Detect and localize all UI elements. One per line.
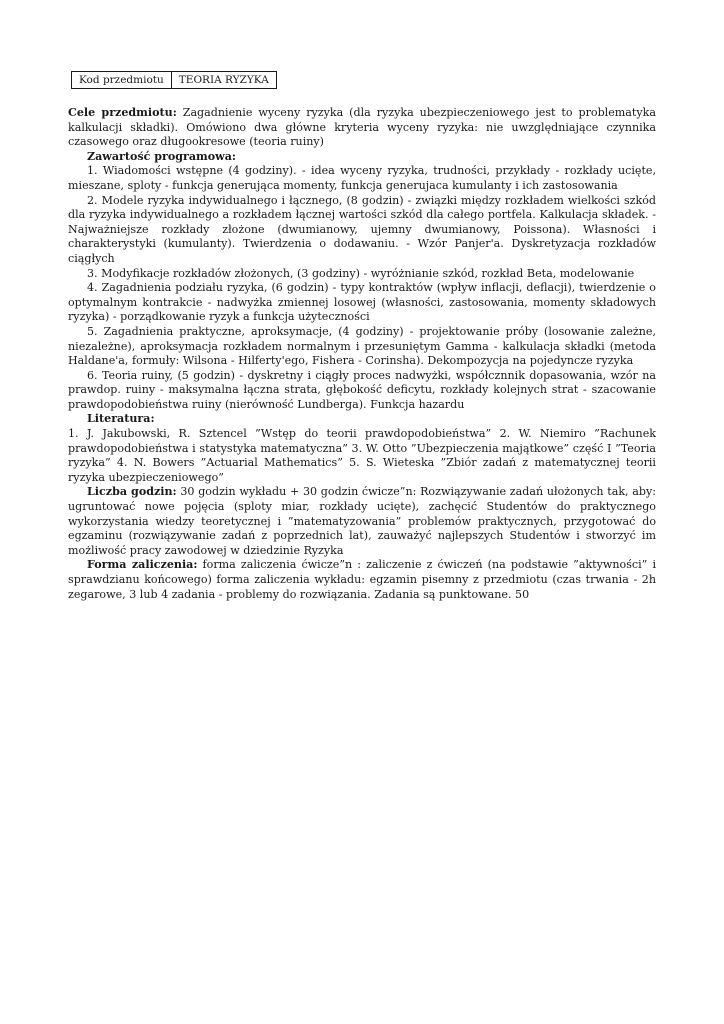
hours-paragraph [68,485,656,558]
program-heading: Zawartość programowa: [87,149,237,163]
program-item: 6. Teoria ruiny, (5 godzin) - dyskretny i ciągły proces nadwyżki, współcznnik dopasowania, wzór na prawdop. ruiny - maksymalna łączna strata, głębokość deficytu, rozkłady kolejnych strat - szacowanie prawdopodobieństwa ruiny (nierówność Lundberga). Funkcja hazardu [68,368,656,411]
course-code-box [71,71,277,89]
assessment-text: forma zaliczenia ćwicze”n : zaliczenie z ćwiczeń (na podstawie ”aktywności” i sprawdzianu końcowego) forma zaliczenia wykładu: egzamin pisemny z przedmiotu (czas trwania - 2h zegarowe, 3 lub 4 zadania - problemy do rozwiązania. Zadania są punktowane. 50 [68,558,656,601]
goals-label: Cele przedmiotu: [68,106,177,119]
hours-label: Liczba godzin: [87,485,177,499]
course-code-label: Kod przedmiotu [72,72,172,88]
program-item: 2. Modele ryzyka indywidualnego i łącznego, (8 godzin) - związki między rozkładem wielkości szkód dla ryzyka indywidualnego a rozkładem łącznej wartości szkód dla całego portfela. Kalkulacja składek. - Najważniejsze rozkłady złożone (dwumianowy, ujemny dwumianowy, Poissona). Własności i charakterystyki (kumulanty). Twierdzenia o dodawaniu. - Wzór Panjer'a. Dyskretyzacja rozkładów ciągłych [68,193,656,265]
program-item: 1. Wiadomości wstępne (4 godziny). - idea wyceny ryzyka, trudności, przykłady - rozkłady ucięte, mieszane, sploty - funkcja generująca momenty, funkcja generujaca kumulanty i ich zastosowania [68,164,656,192]
syllabus-content [68,106,656,602]
document-page [68,68,656,602]
goals-paragraph [68,106,656,150]
assessment-label: Forma zaliczenia: [87,558,198,572]
literature-text: 1. J. Jakubowski, R. Sztencel ”Wstęp do teorii prawdopodobieństwa” 2. W. Niemiro ”Rachunek prawdopodobieństwa i statystyka matematyczna” 3. W. Otto ”Ubezpieczenia majątkowe” część I ”Teoria ryzyka” 4. N. Bowers ”Actuarial Mathematics” 5. S. Wieteska ”Zbiór zadań z matematycznej teorii ryzyka ubezpieczeniowego” [68,427,656,484]
program-item: 4. Zagadnienia podziału ryzyka, (6 godzin) - typy kontraktów (wpływ inflacji, deflacji), twierdzenie o optymalnym kontrakcie - nadwyżka zmiennej losowej (własności, zastosowania, momenty składowych ryzyka) - porządkowanie ryzyk a funkcja użyteczności [68,281,656,324]
program-item: 5. Zagadnienia praktyczne, aproksymacje, (4 godziny) - projektowanie próby (losowanie zależne, niezależne), aproksymacja rozkładem normalnym i przesuniętym Gamma - kalkulacja składki (metoda Haldane'a, formuły: Wilsona - Hilferty'ego, Fishera - Corinsha). Dekompozycja na pojedyncze ryzyka [68,324,656,368]
hours-text: 30 godzin wykładu + 30 godzin ćwicze”n: Rozwiązywanie zadań ułożonych tak, aby: ugruntować nowe pojęcia (sploty miar, rozkłady ucięte), zachęcić Studentów do praktycznego wykorzystania wiedzy teoretycznej i ”matematyzowania” problemów praktycznych, przygotować do egzaminu (rozwiązywanie zadań z poprzednich lat), zauważyć najlepszych Studentów i stworzyć im możliwość pracy zawodowej w dziedzinie Ryzyka [68,485,656,557]
program-item: 3. Modyfikacje rozkładów złożonych, (3 godziny) - wyróżnianie szkód, rozkład Beta, modelowanie [87,266,635,280]
literature-heading: Literatura: [87,412,155,426]
course-name: TEORIA RYZYKA [178,74,269,86]
goals-text: Zagadnienie wyceny ryzyka (dla ryzyka ubezpieczeniowego jest to problematyka kalkulacji składki). Omówiono dwa główne kryteria wyceny ryzyka: nie uwzględniające czynnika czasowego oraz długookresowe (teoria ruiny) [68,106,656,149]
assessment-paragraph [68,558,656,602]
